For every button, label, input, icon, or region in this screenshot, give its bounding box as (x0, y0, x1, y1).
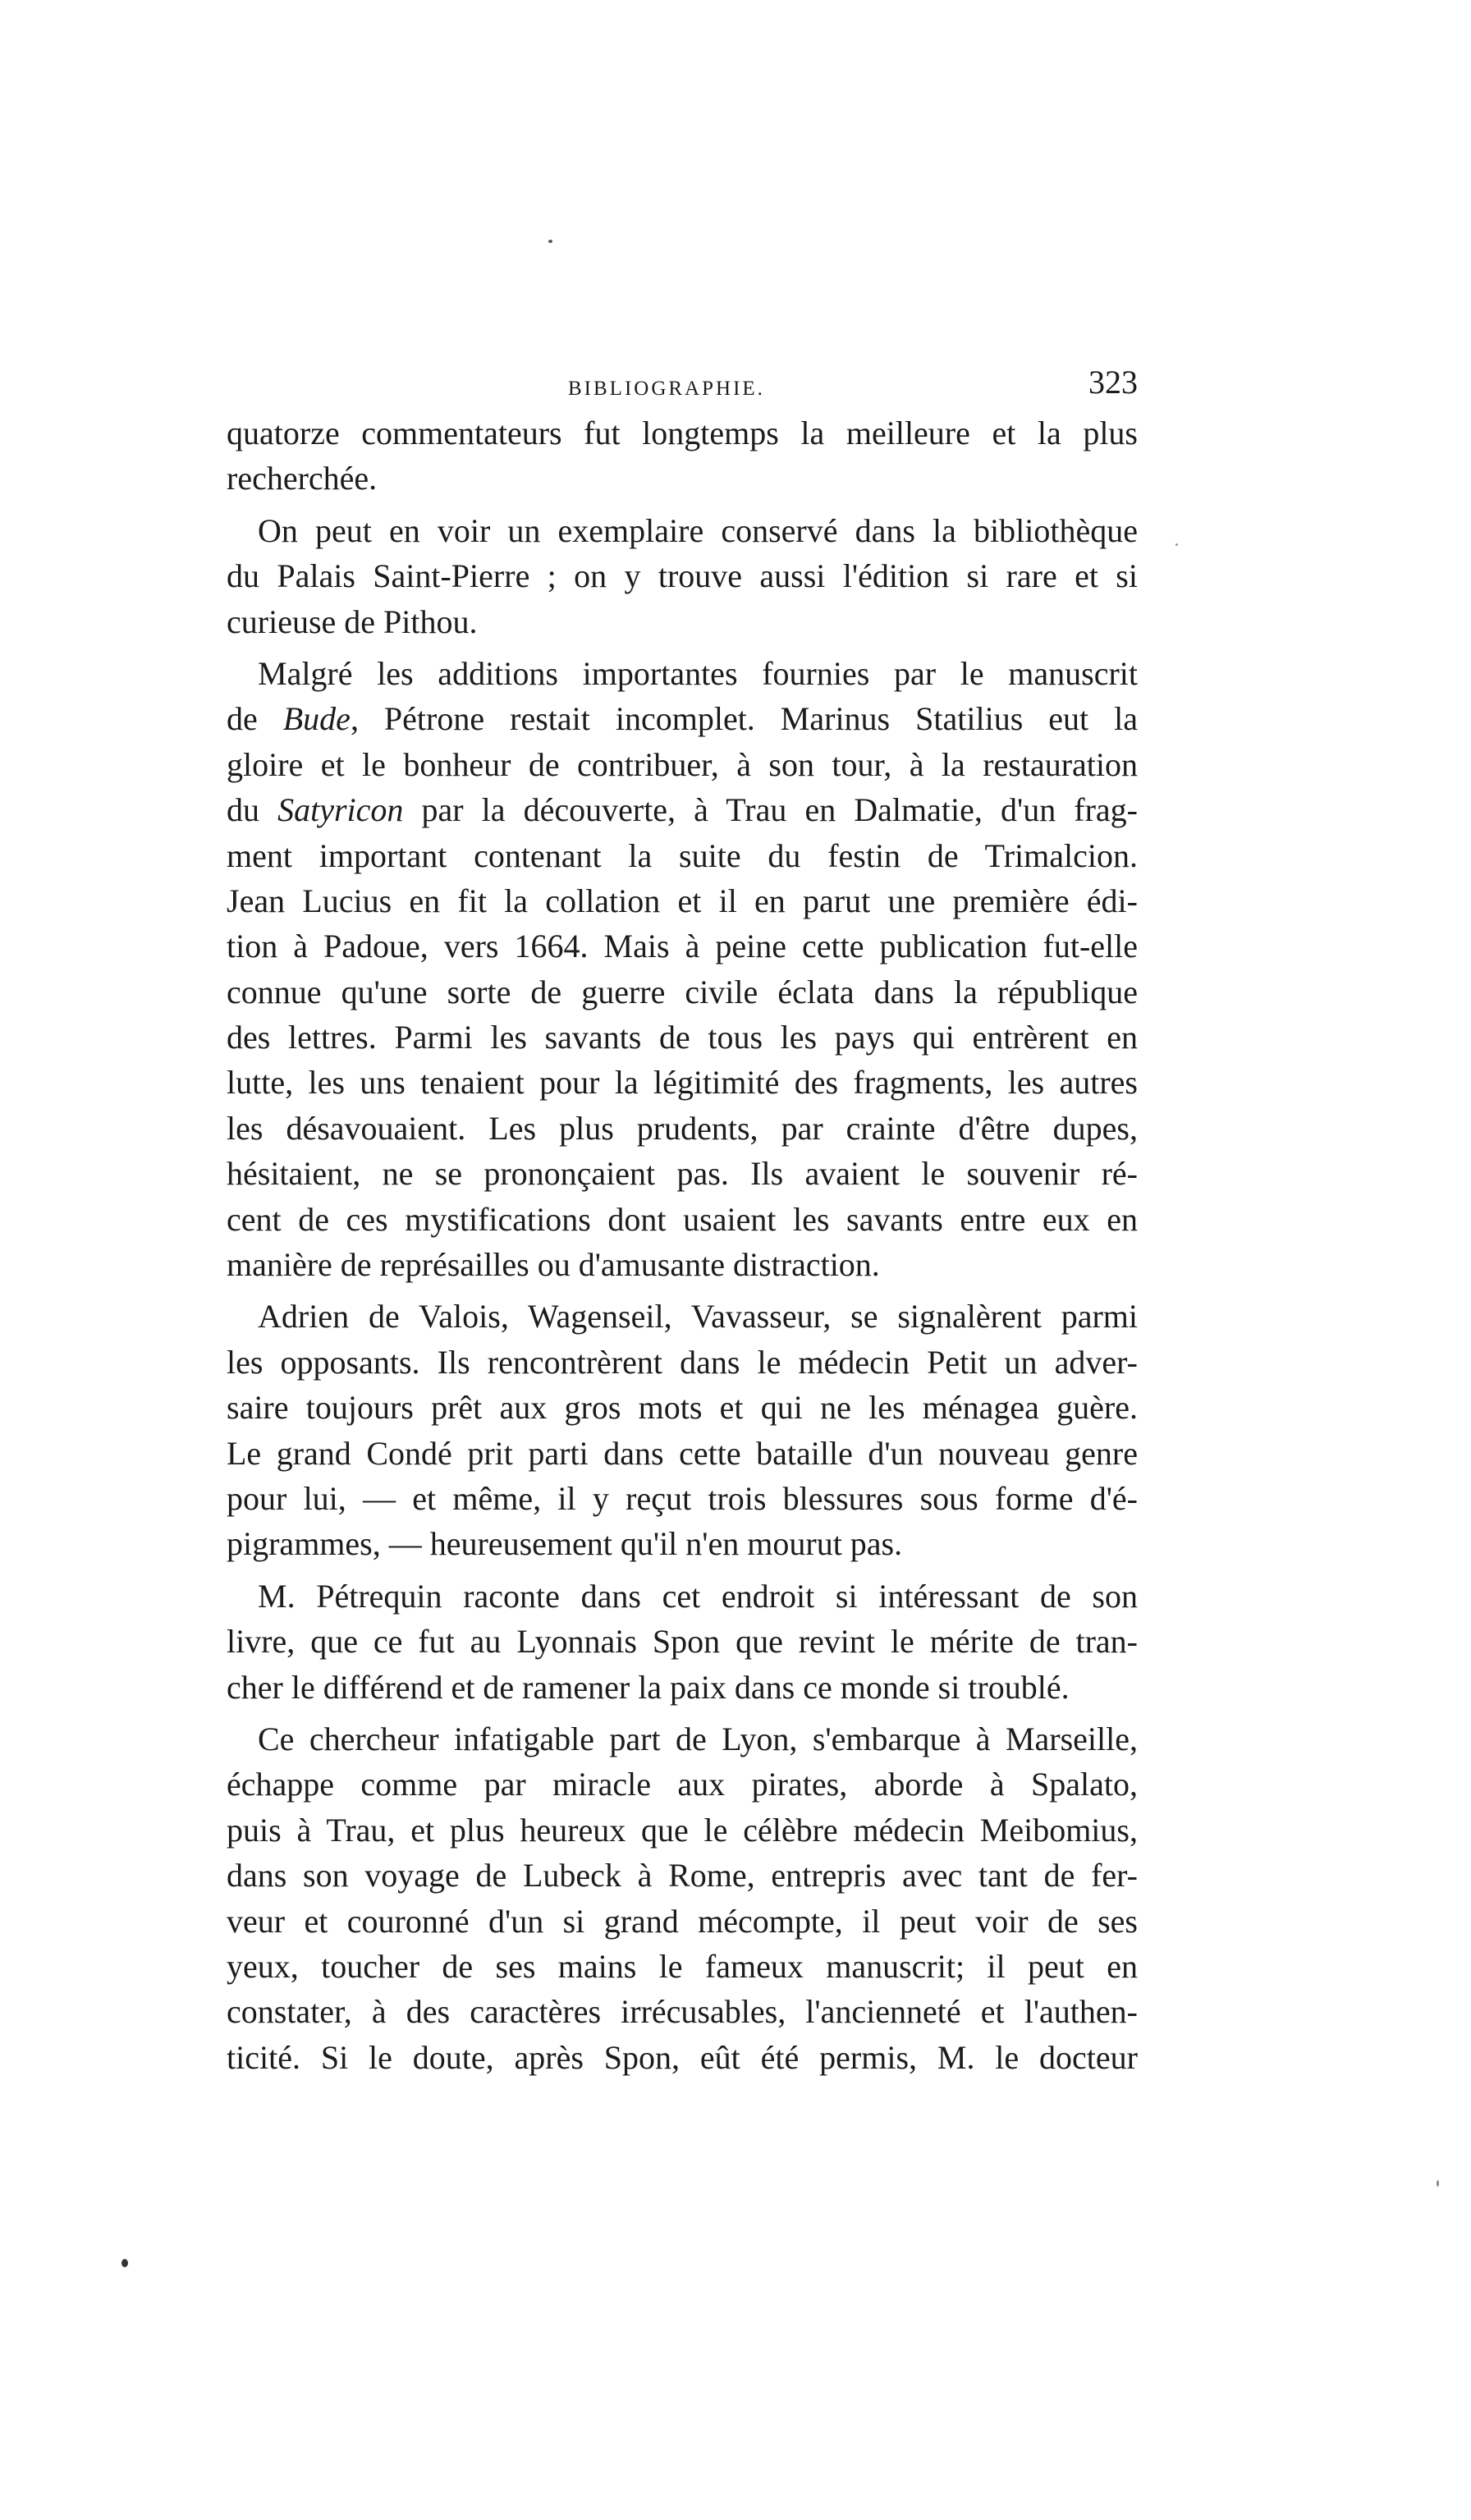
text-line: cent de ces mystifications dont usaient les savants entre eux en (227, 1200, 1138, 1238)
text-line: pigrammes, — heureusement qu'il n'en mourut pas. (227, 1525, 903, 1563)
text-line: du Palais Saint-Pierre ; on y trouve aussi l'édition si rare et si (227, 557, 1138, 595)
text-line: Le grand Condé prit parti dans cette bataille d'un nouveau genre (227, 1434, 1138, 1472)
text-line: Adrien de Valois, Wagenseil, Vavasseur, se signalèrent parmi (258, 1298, 1138, 1336)
text-line: Malgré les additions importantes fournies par le manuscrit (258, 654, 1138, 692)
paragraph-petrequin (227, 1574, 1138, 1710)
text-line: curieuse de Pithou. (227, 603, 478, 640)
paragraph-pithou (227, 508, 1138, 644)
text-line: veur et couronné d'un si grand mécompte, il peut voir de ses (227, 1902, 1138, 1940)
ink-speck (1437, 2180, 1439, 2187)
page-header (227, 360, 1138, 409)
text-line: constater, à des caractères irrécusables, l'ancienneté et l'authen- (227, 1993, 1138, 2031)
text-line: de Bude, Pétrone restait incomplet. Marinus Statilius eut la (227, 700, 1138, 738)
page-number: 323 (1088, 364, 1138, 401)
text-line: les désavouaient. Les plus prudents, par crainte d'être dupes, (227, 1109, 1138, 1147)
text-line: recherchée. (227, 460, 378, 497)
text-line: manière de représailles ou d'amusante distraction. (227, 1246, 880, 1284)
ink-speck (121, 2259, 128, 2267)
text-line: saire toujours prêt aux gros mots et qui ne les ménagea guère. (227, 1389, 1138, 1427)
text-line: cher le différend et de ramener la paix dans ce monde si troublé. (227, 1668, 1070, 1706)
text-line: les opposants. Ils rencontrèrent dans le médecin Petit un adver- (227, 1343, 1138, 1381)
text-line: M. Pétrequin raconte dans cet endroit si intéressant de son (258, 1577, 1138, 1615)
text-line: gloire et le bonheur de contribuer, à son tour, à la restauration (227, 745, 1138, 783)
text-line: tion à Padoue, vers 1664. Mais à peine cette publication fut-elle (227, 928, 1138, 965)
text-line: échappe comme par miracle aux pirates, aborde à Spalato, (227, 1766, 1138, 1803)
text-line: pour lui, — et même, il y reçut trois blessures sous forme d'é- (227, 1479, 1138, 1517)
text-line: On peut en voir un exemplaire conservé dans la bibliothèque (258, 511, 1138, 549)
text-line: livre, que ce fut au Lyonnais Spon que revint le mérite de tran- (227, 1623, 1138, 1661)
paragraph-satyricon (227, 651, 1138, 1287)
text-line: Ce chercheur infatigable part de Lyon, s'embarque à Marseille, (258, 1720, 1138, 1757)
text-line: yeux, toucher de ses mains le fameux manuscrit; il peut en (227, 1947, 1138, 1985)
paragraph-continuation (227, 410, 1138, 502)
text-line: du Satyricon par la découverte, à Trau en Dalmatie, d'un frag- (227, 791, 1138, 829)
ink-speck (548, 240, 552, 243)
text-line: connue qu'une sorte de guerre civile éclata dans la république (227, 973, 1138, 1010)
paragraph-spon (227, 1716, 1138, 2080)
body-text (227, 410, 1138, 2087)
text-line: ticité. Si le doute, après Spon, eût été permis, M. le docteur (227, 2038, 1138, 2076)
text-line: des lettres. Parmi les savants de tous les pays qui entrèrent en (227, 1019, 1138, 1056)
ink-speck (1175, 543, 1178, 546)
text-line: lutte, les uns tenaient pour la légitimité des fragments, les autres (227, 1064, 1138, 1102)
text-line: hésitaient, ne se prononçaient pas. Ils avaient le souvenir ré- (227, 1155, 1138, 1193)
running-title: BIBLIOGRAPHIE. (568, 378, 765, 400)
text-line: Jean Lucius en fit la collation et il en parut une première édi- (227, 882, 1138, 919)
text-line: quatorze commentateurs fut longtemps la meilleure et la plus (227, 415, 1138, 451)
paragraph-opposants (227, 1294, 1138, 1566)
italic-title: Bude (282, 700, 351, 738)
text-line: dans son voyage de Lubeck à Rome, entrepris avec tant de fer- (227, 1857, 1138, 1895)
italic-title: Satyricon (277, 791, 404, 829)
text-line: puis à Trau, et plus heureux que le célèbre médecin Meibomius, (227, 1811, 1138, 1849)
text-line: ment important contenant la suite du festin de Trimalcion. (227, 836, 1138, 874)
